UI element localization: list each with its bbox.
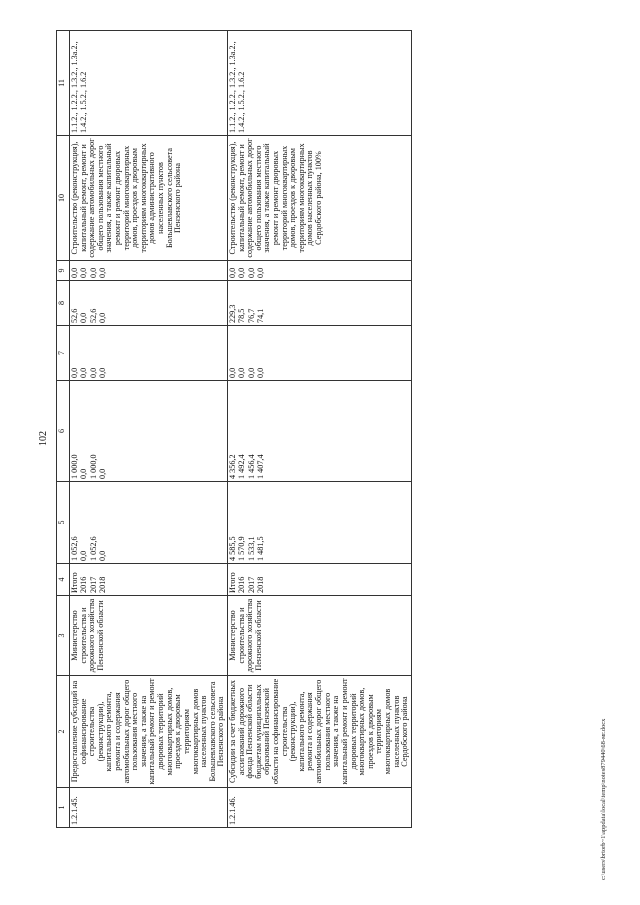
year-label: 2018	[98, 576, 108, 593]
value: 0,0	[79, 468, 89, 479]
other-sources-cell	[227, 261, 411, 281]
footer-file-path: c:\users\brtorb~1\appdata\local\temp\notes879440\68-мг.docx	[600, 718, 607, 880]
column-header: 10	[57, 136, 70, 261]
column-number-header-row	[57, 31, 70, 828]
value: 52,6	[70, 308, 79, 323]
column-header: 4	[57, 564, 70, 596]
value: 0,0	[98, 550, 108, 561]
expected-result: Строительство (реконструкция), капитальный ремонт, ремонт и содержание автомобильных дорог общего пользования местного значения, а также капитальный ремонт и ремонт дворовых территорий многоквартирных домов, проездов к дворовым территориям многоквартирных домов населенных пунктов Сердобского района, 100%	[227, 136, 411, 261]
value: 0,0	[79, 267, 89, 278]
value: 0,0	[227, 267, 237, 278]
value: 76,7	[246, 308, 256, 323]
year-label: Итого	[227, 572, 237, 593]
value: 0,0	[98, 367, 108, 378]
measure-name: Субсидии за счет бюджетных ассигнований дорожного фонда Пензенской области бюджетам муниципальных образований Пензенской области на софинансирование строительства (реконструкции), капитального ремонта, ремонта и содержания автомобильных дорог общего пользования местного значения, а также на капитальный ремонт и ремонт дворовых территорий многоквартирных домов, проездов к дворовым территориям многоквартирных домов населенных пунктов Сердобского района	[227, 676, 411, 788]
value: 1 052,6	[70, 536, 79, 561]
target-indicators: 1.1.2., 1.2.2., 1.3.2., 1.3а.2., 1.4.2., 1.5.2., 1.6.2	[70, 31, 228, 136]
value: 229,3	[227, 304, 237, 323]
value: 1 481,5	[256, 536, 266, 561]
value: 1 492,4	[237, 454, 247, 479]
value: 0,0	[246, 267, 256, 278]
value: 1 000,0	[70, 454, 79, 479]
budget-table	[56, 30, 412, 828]
value: 1 456,4	[246, 454, 256, 479]
value: 0,0	[98, 267, 108, 278]
federal-budget-cell	[70, 326, 228, 381]
target-indicators: 1.1.2., 1.2.2., 1.3.2., 1.3а.2., 1.4.2., 1.5.2., 1.6.2	[227, 31, 411, 136]
executor: Министерство строительства и дорожного хозяйства Пензенской области	[70, 596, 228, 676]
year-label: Итого	[70, 572, 79, 593]
value: 4 585,5	[227, 536, 237, 561]
value: 4 356,2	[227, 454, 237, 479]
value: 0,0	[246, 367, 256, 378]
years-cell	[70, 564, 228, 596]
column-header: 2	[57, 676, 70, 788]
year-label: 2016	[79, 576, 89, 593]
year-label: 2017	[88, 576, 98, 593]
federal-budget-cell	[227, 326, 411, 381]
total-funding-cell	[227, 482, 411, 564]
value: 1 570,9	[237, 536, 247, 561]
row-number: 1.2.1.46.	[227, 788, 411, 828]
column-header: 3	[57, 596, 70, 676]
table-row	[70, 31, 228, 828]
value: 0,0	[79, 312, 89, 323]
column-header: 11	[57, 31, 70, 136]
row-number: 1.2.1.45.	[70, 788, 228, 828]
value: 0,0	[237, 367, 247, 378]
value: 52,6	[88, 308, 98, 323]
column-header: 5	[57, 482, 70, 564]
local-budget-cell	[227, 281, 411, 326]
budget-table-rotated	[56, 31, 410, 828]
value: 0,0	[256, 267, 266, 278]
year-label: 2018	[256, 576, 266, 593]
value: 0,0	[79, 367, 89, 378]
value: 0,0	[79, 550, 89, 561]
value: 0,0	[70, 367, 79, 378]
page-number: 102	[38, 431, 49, 446]
measure-name: Предоставление субсидий на софинансирование строительства (реконструкции), капитального ремонта, ремонта и содержания автомобильных дорог общего пользования местного значения, а также на капитальный ремонт и ремонт дворовых территорий многоквартирных домов, проездов к дворовым территориям многоквартирных домов населенных пунктов Большевлавского сельсовета Пензенского района	[70, 676, 228, 788]
column-header: 7	[57, 326, 70, 381]
executor: Министерство строительства и дорожного хозяйства Пензенской области	[227, 596, 411, 676]
total-funding-cell	[70, 482, 228, 564]
value: 1 533,1	[246, 536, 256, 561]
column-header: 6	[57, 381, 70, 482]
regional-budget-cell	[70, 381, 228, 482]
other-sources-cell	[70, 261, 228, 281]
value: 0,0	[98, 312, 108, 323]
value: 0,0	[227, 367, 237, 378]
table-row	[227, 31, 411, 828]
value: 1 052,6	[88, 536, 98, 561]
value: 1 000,0	[88, 454, 98, 479]
column-header: 8	[57, 281, 70, 326]
years-cell	[227, 564, 411, 596]
regional-budget-cell	[227, 381, 411, 482]
value: 0,0	[88, 267, 98, 278]
value: 0,0	[88, 367, 98, 378]
column-header: 9	[57, 261, 70, 281]
value: 0,0	[256, 367, 266, 378]
local-budget-cell	[70, 281, 228, 326]
year-label: 2017	[246, 576, 256, 593]
value: 1 407,4	[256, 454, 266, 479]
year-label: 2016	[237, 576, 247, 593]
column-header: 1	[57, 788, 70, 828]
value: 0,0	[98, 468, 108, 479]
value: 78,5	[237, 308, 247, 323]
value: 74,1	[256, 308, 266, 323]
value: 0,0	[70, 267, 79, 278]
value: 0,0	[237, 267, 247, 278]
expected-result: Строительство (реконструкция), капитальный ремонт, ремонт и содержание автомобильных дорог общего пользования местного значения, а также капитальный ремонт и ремонт дворовых территорий многоквартирных домов, проездов к дворовым территориям многоквартирных домов административного населенных пунктов Большевлавского сельсовета Пензенского района	[70, 136, 228, 261]
